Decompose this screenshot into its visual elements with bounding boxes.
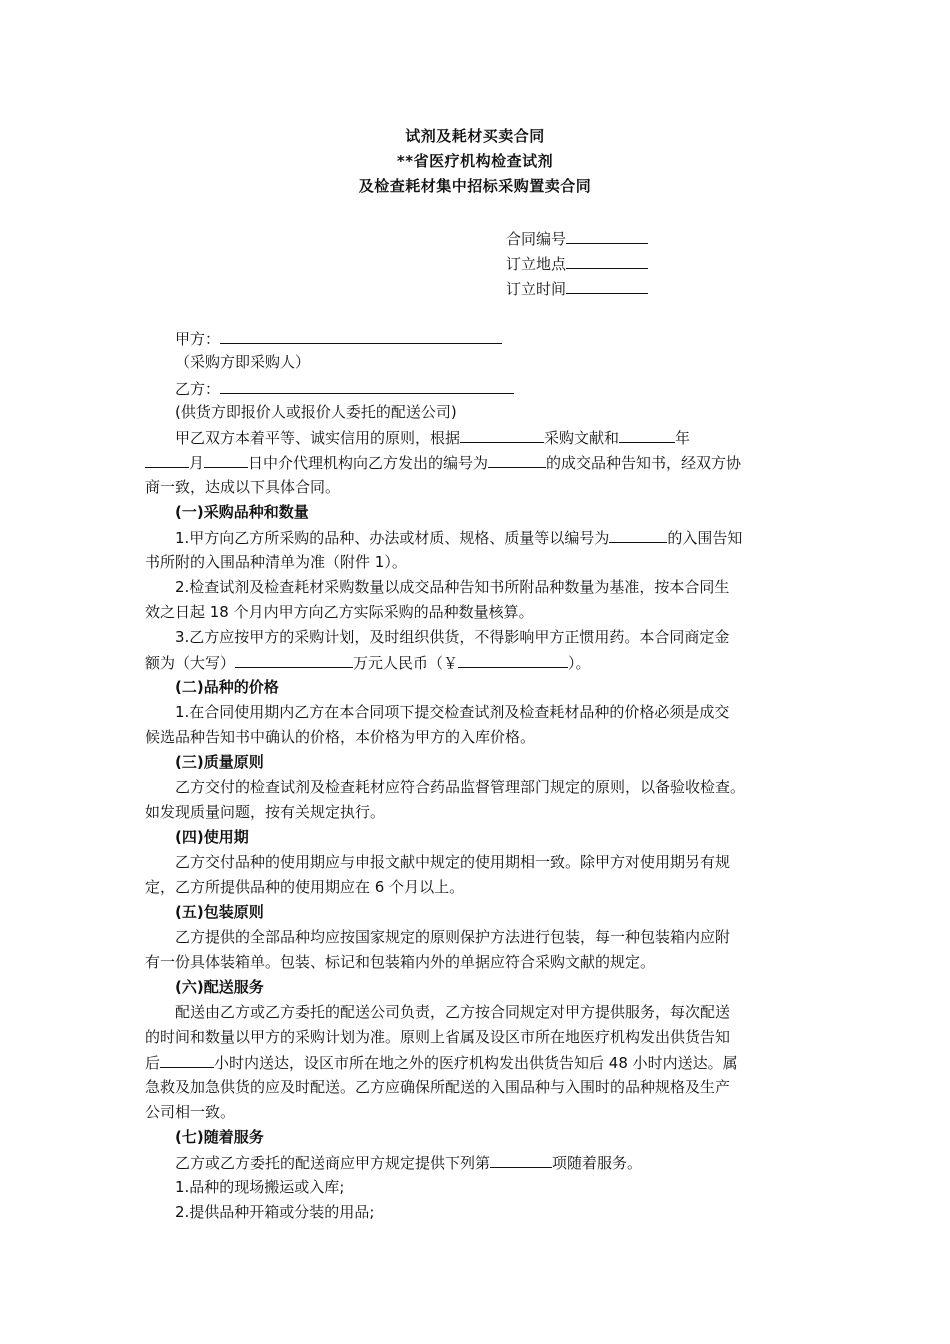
party-a-note: （采购方即采购人） [175, 353, 311, 371]
section-1-heading: (一)采购品种和数量 [175, 503, 309, 521]
title-line-1: 试剂及耗材买卖合同 [405, 127, 545, 145]
section-6-line-4: 急救及加急供货的应及时配送。乙方应确保所配送的入围品种与入围时的品种规格及生产 [145, 1078, 731, 1096]
intro-text: 年 [675, 429, 691, 447]
section-6-line-2: 的时间和数量以甲方的采购计划为准。原则上省属及设区市所在地医疗机构发出供货告知 [145, 1028, 731, 1046]
contract-body [145, 325, 825, 1225]
signing-place-label: 订立地点 [506, 255, 567, 273]
title-block [0, 124, 950, 199]
section-6-heading: (六)配送服务 [175, 978, 264, 996]
intro-line-3: 商一致，达成以下具体合同。 [145, 478, 341, 496]
party-b-line [145, 375, 825, 400]
procurement-doc-field[interactable] [460, 425, 544, 443]
notice-number-field[interactable] [488, 450, 546, 468]
section-2-line-2: 候选品种告知书中确认的价格，本价格为甲方的入库价格。 [145, 728, 536, 746]
section-3-heading: (三)质量原则 [175, 753, 264, 771]
section-3-line-2: 如发现质量问题，按有关规定执行。 [145, 803, 386, 821]
section-3-line-1: 乙方交付的检查试剂及检查耗材应符合药品监督管理部门规定的原则，以备验收检查。 [175, 778, 746, 796]
contract-number-row [506, 226, 648, 251]
party-a-label: 甲方： [175, 330, 221, 348]
section-2-line-1: 1.在合同使用期内乙方在本合同项下提交检查试剂及检查耗材品种的价格必须是成交 [175, 703, 730, 721]
section-7-item-1: 1.品种的现场搬运或入库; [175, 1178, 345, 1196]
delivery-hours-field[interactable] [160, 1050, 214, 1068]
clause-text: 后 [145, 1054, 161, 1072]
clause-text: 项随着服务。 [552, 1154, 643, 1172]
signing-place-field[interactable] [566, 251, 648, 269]
section-1-item-1-cont: 书所附的入围品种清单为准（附件 1）。 [145, 553, 407, 571]
title-line-3: 及检查耗材集中招标采购置卖合同 [358, 177, 592, 195]
signing-time-field[interactable] [566, 276, 648, 294]
section-2-heading: (二)品种的价格 [175, 678, 279, 696]
party-b-note: (供货方即报价人或报价人委托的配送公司) [175, 403, 457, 421]
service-items-field[interactable] [490, 1150, 552, 1168]
amount-figures-field[interactable] [458, 650, 568, 668]
amount-words-field[interactable] [235, 650, 353, 668]
month-field[interactable] [145, 450, 189, 468]
intro-line-2 [145, 450, 825, 475]
intro-line-1 [145, 425, 825, 450]
section-7-heading: (七)随着服务 [175, 1128, 264, 1146]
contract-number-field[interactable] [566, 226, 648, 244]
signing-time-label: 订立时间 [506, 280, 567, 298]
signing-place-row [506, 251, 648, 276]
section-5-line-1: 乙方提供的全部品种均应按国家规定的原则保护方法进行包装，每一种包装箱内应附 [175, 928, 731, 946]
title-line-2: **省医疗机构检查试剂 [396, 152, 554, 170]
intro-text: 采购文献和 [544, 429, 620, 447]
section-5-heading: (五)包装原则 [175, 903, 264, 921]
section-1-item-2-cont: 效之日起 18 个月内甲方向乙方实际采购的品种数量核算。 [145, 603, 534, 621]
section-7-item-2: 2.提供品种开箱或分装的用品; [175, 1203, 375, 1221]
party-a-line [145, 325, 825, 350]
section-1-item-3: 3.乙方应按甲方的采购计划，及时组织供货，不得影响甲方正惯用药。本合同商定金 [175, 628, 730, 646]
clause-text: 额为（大写） [145, 654, 236, 672]
clause-text: ）。 [568, 654, 591, 672]
section-7-line-1 [145, 1150, 825, 1175]
day-field[interactable] [204, 450, 248, 468]
year-field[interactable] [619, 425, 675, 443]
signing-time-row [506, 276, 648, 301]
intro-text: 的成交品种告知书，经双方协 [546, 454, 742, 472]
section-4-line-1: 乙方交付品种的使用期应与申报文献中规定的使用期相一致。除甲方对使用期另有规 [175, 853, 731, 871]
shortlist-number-field[interactable] [609, 525, 667, 543]
contract-meta [506, 226, 648, 301]
section-4-heading: (四)使用期 [175, 828, 249, 846]
section-1-item-2: 2.检查试剂及检查耗材采购数量以成交品种告知书所附品种数量为基准，按本合同生 [175, 578, 730, 596]
clause-text: 乙方或乙方委托的配送商应甲方规定提供下列第 [175, 1154, 491, 1172]
section-6-line-1: 配送由乙方或乙方委托的配送公司负责，乙方按合同规定对甲方提供服务，每次配送 [175, 1003, 731, 1021]
party-b-field[interactable] [220, 375, 514, 394]
contract-number-label: 合同编号 [506, 230, 567, 248]
clause-text: 1.甲方向乙方所采购的品种、办法或材质、规格、质量等以编号为 [175, 529, 610, 547]
section-6-line-5: 公司相一致。 [145, 1103, 236, 1121]
intro-text: 日中介代理机构向乙方发出的编号为 [248, 454, 489, 472]
section-1-item-1 [145, 525, 825, 550]
intro-text: 甲乙双方本着平等、诚实信用的原则，根据 [175, 429, 461, 447]
section-4-line-2: 定，乙方所提供品种的使用期应在 6 个月以上。 [145, 878, 465, 896]
clause-text: 小时内送达，设区市所在地之外的医疗机构发出供货告知后 48 小时内送达。属 [214, 1054, 738, 1072]
section-5-line-2: 有一份具体装箱单。包装、标记和包装箱内外的单据应符合采购文献的规定。 [145, 953, 656, 971]
section-6-line-3 [145, 1050, 825, 1075]
party-b-label: 乙方： [175, 380, 221, 398]
clause-text: 的入围告知 [667, 529, 743, 547]
clause-text: 万元人民币（￥ [353, 654, 459, 672]
intro-text: 月 [189, 454, 205, 472]
party-a-field[interactable] [220, 325, 502, 344]
section-1-item-3-cont [145, 650, 825, 675]
